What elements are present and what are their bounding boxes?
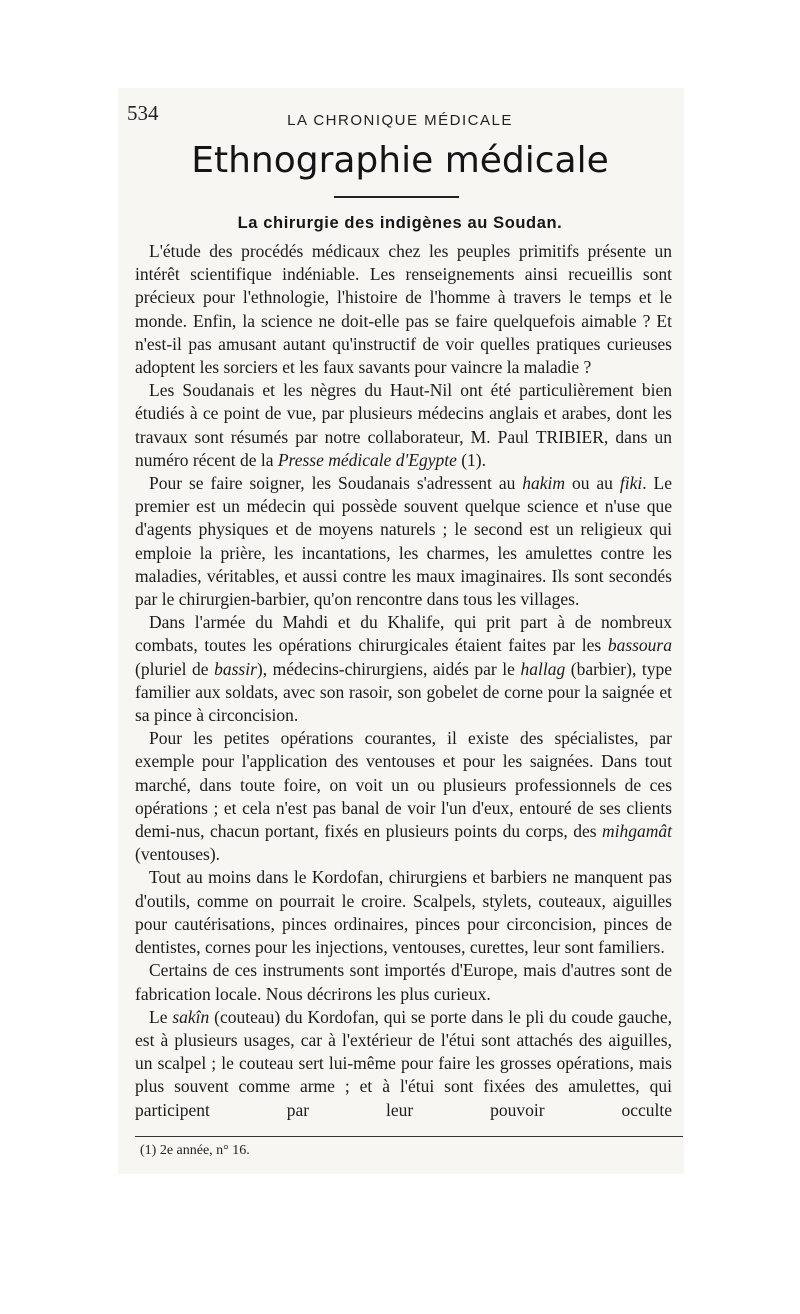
author-name: TRIBIER bbox=[535, 426, 604, 447]
text-run: (ventouses). bbox=[135, 844, 221, 865]
text-run: (couteau) du Kordofan, qui se porte dans le pli du coude gauche, est à plusieurs usages, car à l'extérieur de l'étui sont attachés des aiguilles, un scalpel ; le couteau sert lui-même pour faire les grosses opérations, mais plus souvent comme arme ; et à l'étui sont fixées des amulettes, qui participent par leur pouvoir occulte bbox=[135, 1006, 672, 1120]
paragraph bbox=[135, 959, 672, 1005]
term: fiki bbox=[619, 473, 643, 494]
term: bassoura bbox=[607, 635, 672, 656]
text-run: Les Soudanais et les nègres du Haut-Nil ont été particulièrement bien étudiés à ce point de vue, par plusieurs médecins anglais et arabes, dont les travaux sont résumés par notre collaborateur, M. Paul bbox=[135, 380, 672, 447]
text-run: Dans l'armée du Mahdi et du Khalife, qui prit part à de nombreux combats, toutes les opérations chirurgicales étaient faites par les bbox=[135, 612, 672, 656]
text-run: Pour se faire soigner, les Soudanais s'adressent au bbox=[149, 473, 523, 494]
text-run: (pluriel de bbox=[135, 658, 215, 679]
text-run: L'étude des procédés médicaux chez les peuples primitifs présente un intérêt scientifique indéniable. Les renseignements ainsi recueillis sont précieux pour l'ethnologie, l'histoire de l'homme à travers le temps et le monde. Enfin, la science ne doit-elle pas se faire quelquefois aimable ? Et n'est-il pas amusant autant qu'instructif de voir quelles pratiques curieuses adoptent les sorciers et les faux savants pour vaincre la maladie ? bbox=[135, 241, 672, 378]
title-divider bbox=[334, 196, 459, 198]
page-number: 534 bbox=[127, 101, 159, 125]
text-run: . Le premier est un médecin qui possède souvent quelque science et n'use que d'agents physiques et de moyens naturels ; le second est un religieux qui emploie la prière, les incantations, les charmes, les amulettes contre les maladies, véritables, et aussi contre les maux imaginaires. Ils sont secondés par le chirurgien-barbier, qu'on rencontre dans tous les villages. bbox=[135, 473, 672, 610]
paragraph bbox=[135, 472, 672, 611]
text-run: ), médecins-chirurgiens, aidés par le bbox=[256, 658, 521, 679]
footnote: (1) 2e année, n° 16. bbox=[140, 1143, 250, 1158]
paragraph bbox=[135, 379, 672, 472]
journal-title: Presse médicale d'Egypte bbox=[277, 449, 457, 470]
footnote-divider bbox=[135, 1136, 683, 1137]
term: sakîn bbox=[172, 1006, 210, 1027]
text-run: , dans un numéro récent de la bbox=[135, 426, 673, 470]
article-body bbox=[135, 240, 672, 1122]
text-run: (1). bbox=[456, 449, 487, 470]
paragraph bbox=[135, 727, 672, 866]
term: mihgamât bbox=[602, 821, 672, 842]
paragraph bbox=[135, 240, 672, 379]
text-run: Le bbox=[149, 1006, 173, 1027]
text-run: Pour les petites opérations courantes, il existe des spécialistes, par exemple pour l'application des ventouses et pour les saignées. Dans tout marché, dans toute foire, on voit un ou plusieurs professionnels de ces opérations ; et cela n'est pas banal de voir l'un d'eux, entouré de ses clients demi-nus, chacun portant, fixés en plusieurs points du corps, des bbox=[135, 728, 672, 842]
term: hallag bbox=[520, 658, 566, 679]
paragraph bbox=[135, 866, 672, 959]
running-head: LA CHRONIQUE MÉDICALE bbox=[287, 112, 513, 129]
text-run: ou au bbox=[565, 473, 620, 494]
text-run: Tout au moins dans le Kordofan, chirurgiens et barbiers ne manquent pas d'outils, comme on pourrait le croire. Scalpels, stylets, couteaux, aiguilles pour cautérisations, pinces ordinaires, pinces pour circoncision, pinces de dentistes, cornes pour les injections, ventouses, curettes, leur sont familiers. bbox=[135, 867, 672, 958]
paragraph bbox=[135, 611, 672, 727]
text-run: Certains de ces instruments sont importés d'Europe, mais d'autres sont de fabrication locale. Nous décrirons les plus curieux. bbox=[135, 960, 672, 1004]
term: bassir bbox=[214, 658, 257, 679]
text-run: (barbier), type familier aux soldats, avec son rasoir, son gobelet de corne pour la saignée et sa pince à circoncision. bbox=[135, 658, 672, 726]
article-title: Ethnographie médicale bbox=[191, 140, 609, 181]
article-subtitle: La chirurgie des indigènes au Soudan. bbox=[237, 214, 563, 232]
term: hakim bbox=[522, 473, 566, 494]
paragraph bbox=[135, 1006, 672, 1122]
